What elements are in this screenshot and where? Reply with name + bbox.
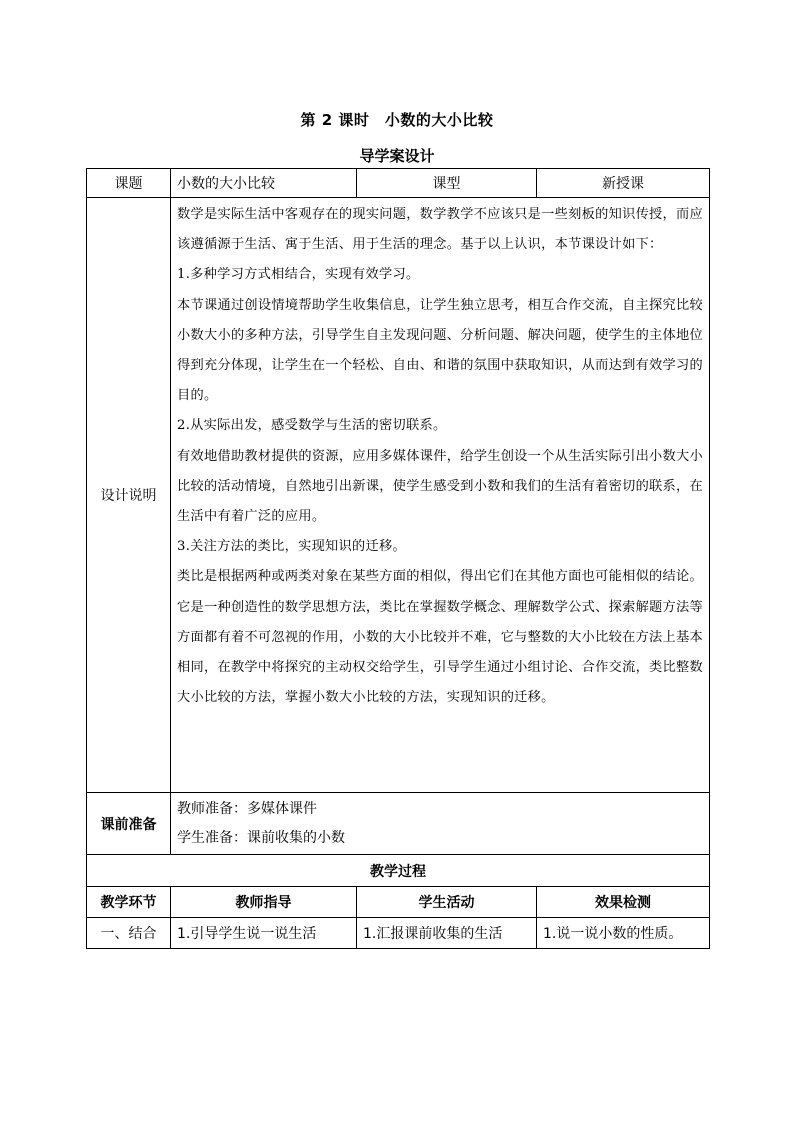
lesson-title: 第 2 课时 小数的大小比较 <box>300 111 494 129</box>
design-content <box>171 198 710 793</box>
prep-teacher: 教师准备：多媒体课件 <box>177 800 317 817</box>
design-paragraph: 类比是根据两种或两类对象在某些方面的相似，得出它们在其他方面也可能相似的结论。它是一种创造性的数学思想方法，类比在掌握数学概念、理解数学公式、探索解题方法等方面都有着不可忽视的作用，小数的大小比较并不难，它与整数的大小比较在方法上基本相同，在教学中将探究的主动权交给学生，引导学生通过小组讨论、合作交流，类比整数大小比较的方法，掌握小数大小比较的方法，实现知识的迁移。 <box>177 569 704 706</box>
design-paragraph: 本节课通过创设情境帮助学生收集信息，让学生独立思考，相互合作交流，自主探究比较小数大小的多种方法，引导学生自主发现问题、分析问题、解决问题，使学生的主体地位得到充分体现，让学生在一个轻松、自由、和谐的氛围中获取知识，从而达到有效学习的目的。 <box>177 297 704 404</box>
prep-label: 课前准备 <box>87 793 171 855</box>
process-row <box>87 918 710 949</box>
section-title: 导学案设计 <box>359 147 435 165</box>
lesson-plan-table <box>86 168 710 949</box>
design-paragraph: 数学是实际生活中客观存在的现实问题，数学教学不应该只是一些刻板的知识传授，而应该遵循源于生活、寓于生活、用于生活的理念。基于以上认识，本节课设计如下： <box>177 207 704 253</box>
process-check: 1.说一说小数的性质。 <box>537 918 710 949</box>
process-title-row <box>87 855 710 887</box>
process-header-row <box>87 887 710 918</box>
design-row <box>87 198 710 793</box>
process-stage: 一、结合 <box>87 918 171 949</box>
type-label: 课型 <box>357 169 537 198</box>
type-value: 新授课 <box>537 169 710 198</box>
prep-row <box>87 793 710 855</box>
process-header-stage: 教学环节 <box>87 887 171 918</box>
topic-value: 小数的大小比较 <box>171 169 357 198</box>
process-header-check: 效果检测 <box>537 887 710 918</box>
design-label: 设计说明 <box>87 198 171 793</box>
topic-row <box>87 169 710 198</box>
design-point-heading: 1.多种学习方式相结合，实现有效学习。 <box>177 267 420 283</box>
design-point-heading: 3.关注方法的类比，实现知识的迁移。 <box>177 539 406 555</box>
process-header-student: 学生活动 <box>357 887 537 918</box>
prep-content <box>171 793 710 855</box>
prep-student: 学生准备：课前收集的小数 <box>177 829 345 846</box>
topic-label: 课题 <box>87 169 171 198</box>
design-paragraph: 有效地借助教材提供的资源，应用多媒体课件，给学生创设一个从生活实际引出小数大小比较的活动情境，自然地引出新课，使学生感受到小数和我们的生活有着密切的联系，在生活中有着广泛的应用。 <box>177 448 704 525</box>
process-title: 教学过程 <box>87 855 710 887</box>
design-point-heading: 2.从实际出发，感受数学与生活的密切联系。 <box>177 418 447 434</box>
process-teacher: 1.引导学生说一说生活 <box>171 918 357 949</box>
process-student: 1.汇报课前收集的生活 <box>357 918 537 949</box>
process-header-teacher: 教师指导 <box>171 887 357 918</box>
